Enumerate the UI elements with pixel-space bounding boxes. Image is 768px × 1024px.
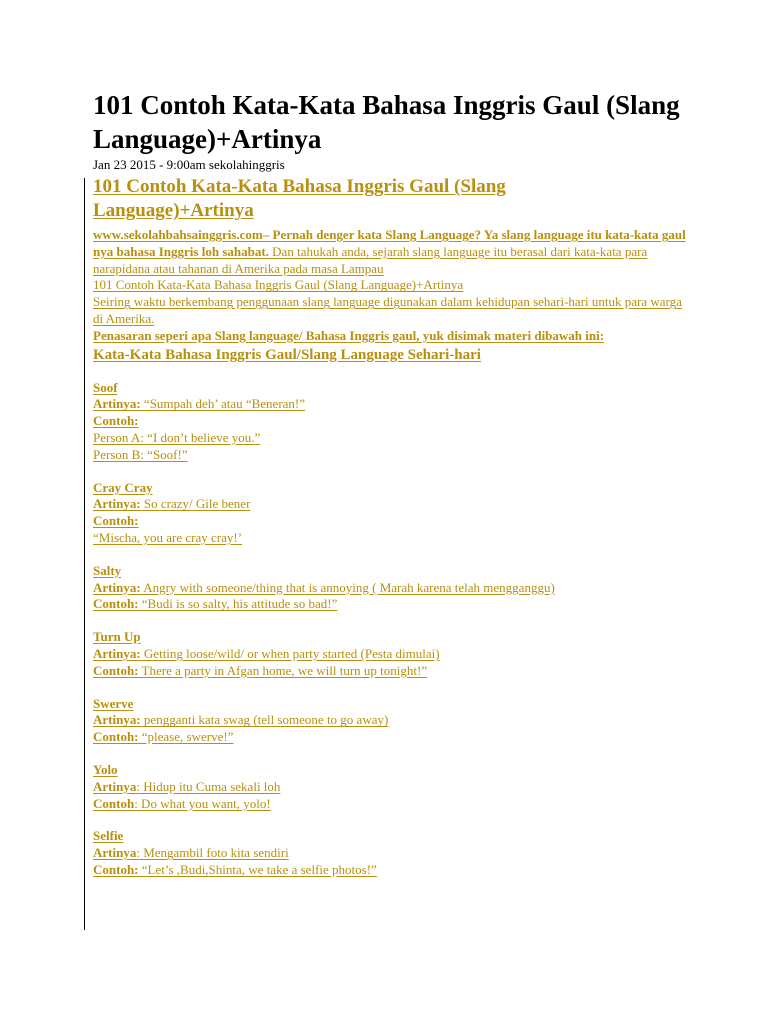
entry-example: Person A: “I don’t believe you.” xyxy=(93,429,261,445)
entry-example: Contoh: There a party in Afgan home, we will turn up tonight!” xyxy=(93,662,428,678)
paragraph-intro-material[interactable]: Penasaran seperi apa Slang language/ Bahasa Inggris gaul, yuk disimak materi dibawah ini: xyxy=(93,327,605,343)
entry-term: Cray Cray xyxy=(93,479,153,495)
entry-example: “Mischa, you are cray cray!’ xyxy=(93,529,243,545)
entry-meaning: Artinya: Getting loose/wild/ or when party started (Pesta dimulai) xyxy=(93,645,440,661)
entry-term: Soof xyxy=(93,379,118,395)
entry-term: Swerve xyxy=(93,695,134,711)
entry-cray-cray[interactable] xyxy=(93,480,693,547)
entry-meaning: Artinya: pengganti kata swag (tell someone to go away) xyxy=(93,712,389,728)
document-body xyxy=(93,88,693,879)
page-title: 101 Contoh Kata-Kata Bahasa Inggris Gaul (Slang Language)+Artinya xyxy=(93,90,680,154)
entry-soof[interactable] xyxy=(93,380,693,464)
section-heading[interactable]: Kata-Kata Bahasa Inggris Gaul/Slang Language Sehari-hari xyxy=(93,346,481,363)
entry-term: Salty xyxy=(93,562,122,578)
entry-turn-up[interactable] xyxy=(93,629,693,679)
entry-term: Yolo xyxy=(93,761,118,777)
article-title-link[interactable]: 101 Contoh Kata-Kata Bahasa Inggris Gaul (Slang Language)+Artinya xyxy=(93,176,506,221)
entry-example: Contoh: “Budi is so salty, his attitude so bad!” xyxy=(93,596,338,612)
entry-salty[interactable] xyxy=(93,563,693,613)
entry-example-label: Contoh: xyxy=(93,413,139,429)
entry-swerve[interactable] xyxy=(93,696,693,746)
intro-rest-text: Dan tahukah anda, sejarah slang language itu berasal dari kata-kata para narapidana atau tahanan di Amerika pada masa Lampau xyxy=(93,243,648,276)
entry-example-label: Contoh: xyxy=(93,513,139,529)
left-margin-rule xyxy=(84,178,85,930)
intro-bold-text: www.sekolahbahsainggris.com– Pernah denger kata Slang Language? Ya slang language itu kata-kata gaul nya bahasa Inggris loh sahabat. xyxy=(93,227,686,259)
repeat-title-link[interactable]: 101 Contoh Kata-Kata Bahasa Inggris Gaul (Slang Language)+Artinya xyxy=(93,277,464,293)
entry-meaning: Artinya: So crazy/ Gile bener xyxy=(93,496,251,512)
entry-meaning: Artinya: Angry with someone/thing that is annoying ( Marah karena telah mengganggu) xyxy=(93,579,555,595)
intro-paragraph[interactable] xyxy=(93,227,693,277)
entry-yolo[interactable] xyxy=(93,762,693,812)
post-meta: Jan 23 2015 - 9:00am sekolahinggris xyxy=(93,157,285,172)
entry-meaning: Artinya: “Sumpah deh’ atau “Beneran!” xyxy=(93,396,306,412)
entry-term: Turn Up xyxy=(93,629,141,645)
entry-example: Contoh: “Let’s ,Budi,Shinta, we take a selfie photos!” xyxy=(93,861,377,877)
entry-example: Contoh: “please, swerve!” xyxy=(93,729,234,745)
entry-meaning: Artinya: Hidup itu Cuma sekali loh xyxy=(93,778,281,794)
entry-example: Person B: “Soof!” xyxy=(93,446,188,462)
entry-selfie[interactable] xyxy=(93,828,693,878)
entry-term: Selfie xyxy=(93,828,124,844)
entry-example: Contoh: Do what you want, yolo! xyxy=(93,795,271,811)
paragraph-history[interactable]: Seiring waktu berkembang penggunaan slang language digunakan dalam kehidupan sehari-hari untuk para warga di Amerika. xyxy=(93,294,682,326)
entry-meaning: Artinya: Mengambil foto kita sendiri xyxy=(93,845,289,861)
